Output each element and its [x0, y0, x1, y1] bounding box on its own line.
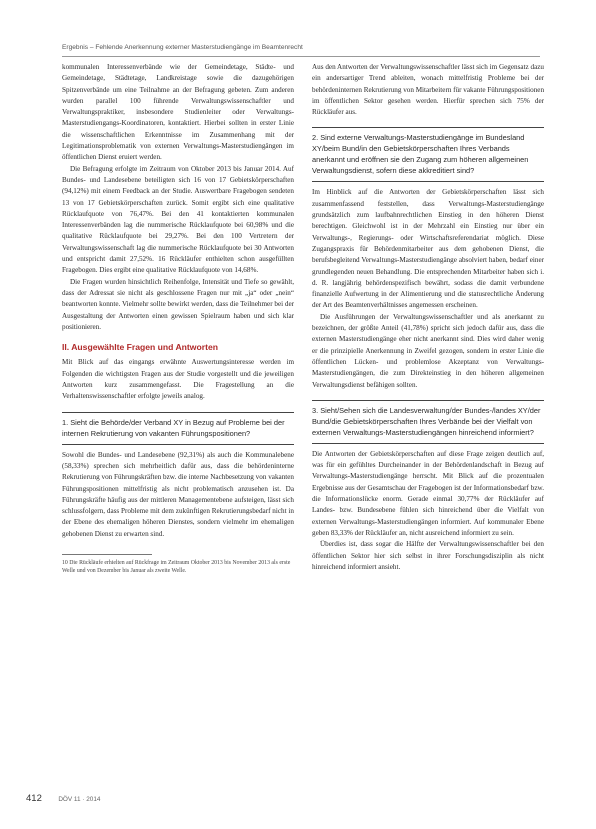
footnote: 10 Die Rückläufe erhielten auf Rückfrage im Zeitraum Oktober 2013 bis November 2013 als erste Welle und von Dezember bis Januar als zweite Welle. — [62, 559, 291, 575]
paragraph: Aus den Antworten der Verwaltungswissenschaftler lässt sich im Gegensatz dazu ein andersartiger Trend ableiten, wonach mittelfristig Probleme bei der behördeninternen Rekrutierung von Mitarbeitern für vakante Führungspositionen im öffentlichen Sektor gesehen werden. Hierfür sprechen sich 75% der Rückläufer aus. — [312, 63, 545, 117]
right-column — [312, 62, 544, 573]
running-head: Ergebnis – Fehlende Anerkennung externer Masterstudiengänge im Beamtenrecht — [62, 44, 303, 51]
page-number: 412 — [26, 793, 42, 804]
footnote-rule — [62, 554, 152, 555]
question-box: 1. Sieht die Behörde/der Verband XY in Bezug auf Probleme bei der internen Rekrutierung von vakanten Führungspositionen? — [62, 412, 294, 445]
paragraph: Mit Blick auf das eingangs erwähnte Auswertungsinteresse werden im Folgenden die wichtigsten Fragen aus der Studie vorgestellt und die jeweiligen Antworten kurz zusammengefasst. Die Fragestellung an die Verhaltenswissenschaftler erfolgte jeweils analog. — [62, 358, 294, 401]
paragraph: Überdies ist, dass sogar die Hälfte der Verwaltungswissenschaftler bei den öffentlichen Sektor hier sich selbst in ihrer Forschungsdisziplin als nicht hinreichend informiert ansieht. — [312, 540, 544, 571]
paragraph: Die Fragen wurden hinsichtlich Reihenfolge, Intensität und Tiefe so gewählt, dass der Adressat sie nicht als geschlossene Fragen nur mit „ja“ oder „nein“ beantworten konnte. Vielmehr sollte bewirkt werden, dass die Teilnehmer bei der Ausgestaltung der Antworten einen gewissen Spielraum haben und sich klar positionieren. — [62, 277, 294, 331]
paragraph: Die Befragung erfolgte im Zeitraum von Oktober 2013 bis Januar 2014. Auf Bundes- und Landesebene beteiligten sich 16 von 17 Gebietskörperschaften (94,12%) mit einem Feedback an der Studie. Auswertbare Fragebogen sendeten 13 von 17 Gebietskörperschaften zurück. Somit ergibt sich eine qualitative Rücklaufquote von 76,47%. Bei den 41 kontaktierten kommunalen Interessenverbänden lag die nummerische Rücklaufquote bei 60,98% und die qualitative Rücklaufquote bei 29,27%. Bei den 100 Vertretern der Verwaltungswissenschaft lag die nummerische Rücklaufquote bei 30 Antworten und entspricht damit 27,52%. 16 Rückläufer enthielten schon ausgefüllten Fragebogen. Dies ergibt eine qualitative Rücklaufquote von 14,68%. — [62, 164, 294, 275]
left-column — [62, 62, 294, 575]
question-box: 2. Sind externe Verwaltungs-Masterstudiengänge im Bundesland XY/beim Bund/in den Gebietskörperschaften Ihres Verbands anerkannt und eröffnen sie den Zugang zum höheren allgemeinen Verwaltungsdienst, sofern diese akkreditiert sind? — [312, 127, 544, 182]
issue-label: DÖV 11 · 2014 — [58, 796, 101, 803]
paragraph: Die Ausführungen der Verwaltungswissenschaftler und als anerkannt zu bezeichnen, der größte Anteil (41,78%) spricht sich jedoch dafür aus, dass die externen Masterstudiengänge eher nicht anerkannt sind. Dies wird daher wenig er die prinzipielle Anerkennung in Zweifel gezogen, sondern in erster Linie die öffentlichen Lücken- und problemlose Akzeptanz von Verwaltungs-Masterstudiengängen, die zum Direkteinstieg in den höheren allgemeinen Verwaltungsdienst befähigen sollten. — [312, 312, 544, 389]
question-box: 3. Sieht/Sehen sich die Landesverwaltung/der Bundes-/landes XY/der Bund/die Gebietskörperschaften Ihres Verbände bei der Vielfalt von externen Verwaltungs-Masterstudiengängen hinreichend informiert? — [312, 400, 544, 444]
section-heading: II. Ausgewählte Fragen und Antworten — [62, 342, 218, 353]
page-footer — [26, 788, 100, 806]
paragraph: Sowohl die Bundes- und Landesebene (92,31%) als auch die Kommunalebene (58,33%) sprechen sich mehrheitlich dafür aus, dass die behördeninterne Rekrutierung von Führungskräften bzw. die interne Nachbesetzung von vakanten Führungspositionen mittelfristig als nicht problematisch anzusehen ist. Da Führungskräfte häufig aus der mittleren Managementebene aufsteigen, lässt sich schlussfolgern, dass Probleme mit dem zukünftigen Rekrutierungsbedarf nicht in der Ebene des ehemaligen höheren Dienstes, sondern vielmehr im ehemaligen gehobenen Dienst zu erwarten sind. — [62, 450, 294, 538]
paragraph: Die Antworten der Gebietskörperschaften auf diese Frage zeigen deutlich auf, was für ein gefühltes Durcheinander in der Behördenlandschaft in Bezug auf Verwaltungs-Masterstudiengänge herrscht. Mit Blick auf die prozentualen Ergebnisse aus der Gesamtschau der Fragebogen ist der Informationsbedarf bzw. die Informationslücke enorm. Gerade einmal 30,77% der Rückläufer auf Landes- bzw. Bundesebene fühlen sich hinreichend über die Vielfalt von externen Verwaltungs-Masterstudiengängen informiert. Auf kommunaler Ebene geben 83,33% der Rückläufer an, nicht ausreichend informiert zu sein. — [312, 449, 544, 537]
header-rule — [62, 56, 540, 57]
paragraph: kommunalen Interessenverbände wie der Gemeindetage, Städte- und Gemeindetage, Städtetage, Landkreistage sowie die dazugehörigen Spitzenverbände um eine Teilnahme an der Befragung gebeten. Zum anderen wurden parallel 100 führende Verwaltungswissenschaftler und Verwaltungspraktiker, insbesondere Studienleiter oder Verwaltungs-Masterstudiengangs-Koordinatoren, kontaktiert. Hierbei sollten in erster Linie die wissenschaftlichen Erkenntnisse im Zusammenhang mit der Legitimationsproblematik von externen Verwaltungs-Masterstudiengängen im öffentlichen Dienst eruiert werden. — [62, 63, 294, 162]
paragraph: Im Hinblick auf die Antworten der Gebietskörperschaften lässt sich zusammenfassend feststellen, dass Verwaltungs-Masterstudiengänge grundsätzlich zum laufbahnrechtlichen Einstieg in den höheren Dienst berechtigen. Gleichwohl ist in der Mehrzahl ein Einstieg nur über ein Verwaltungs-, Regierungs- oder Wirtschaftsreferendariat möglich. Diese Zugangspraxis für Behördenmitarbeiter aus dem gehobenen Dienst, die berufsbegleitend Verwaltungs-Masterstudiengänge absolviert haben, bedarf einer grundlegenden neuen Behandlung. Die entsprechenden Mitarbeiter haben sich i. d. R. langjährig behördenspezifisch bewährt, sodass die damit verbundene finanzielle Aufwertung in der Alimentierung und die statusrechtliche Änderung der Art des Beamtenverhältnisses angemessen erscheinen. — [312, 188, 544, 310]
